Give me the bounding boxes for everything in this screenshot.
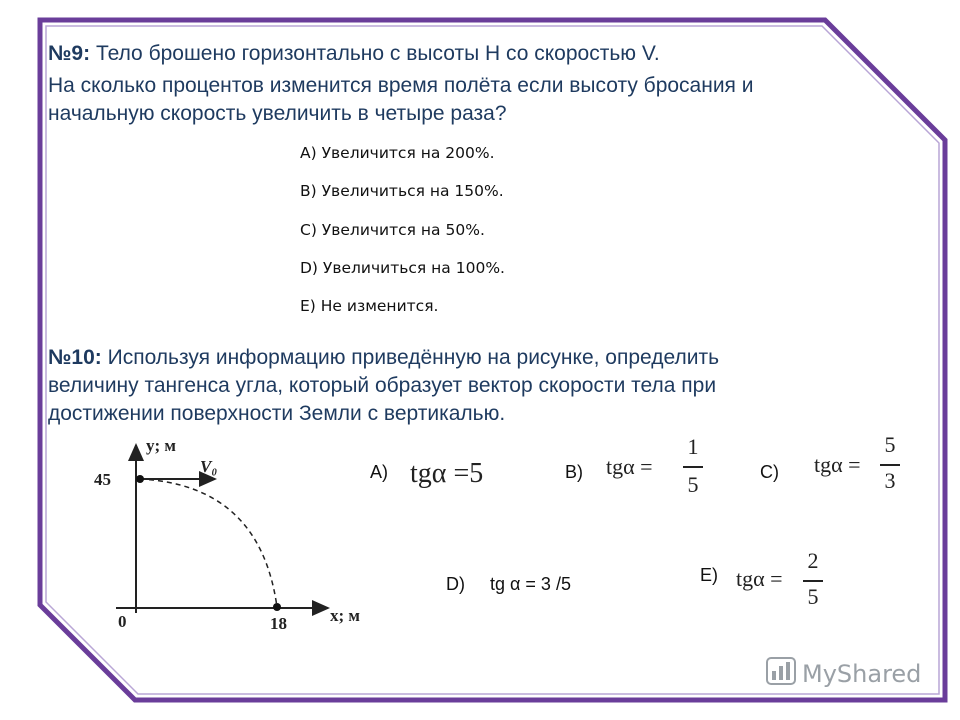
x-axis-label: x; м bbox=[330, 606, 360, 625]
q10-answer-a-label[interactable]: A) bbox=[370, 462, 388, 482]
q10-answer-d-label[interactable]: D) bbox=[446, 574, 465, 594]
q10-line2: величину тангенса угла, который образует вектор скорости тела при bbox=[48, 374, 717, 397]
q10-answer-b-fraction-bar bbox=[683, 466, 703, 468]
q10-answer-b-denominator: 5 bbox=[687, 472, 699, 497]
q10-answer-d-text: tg α = 3 /5 bbox=[490, 574, 571, 594]
velocity-label: V₀ bbox=[200, 457, 218, 476]
q10-answer-c-func: tgα = bbox=[814, 452, 861, 477]
start-point bbox=[136, 475, 144, 483]
y-value-label: 45 bbox=[94, 470, 111, 489]
q10-number: №10: bbox=[48, 346, 102, 369]
q10-answer-e-numerator: 2 bbox=[807, 548, 819, 573]
q9-number: №9: bbox=[48, 42, 91, 65]
q10-answer-e-fraction-bar bbox=[803, 580, 823, 582]
q10-answer-c-label[interactable]: C) bbox=[760, 462, 779, 482]
logo-text: MyShared bbox=[802, 660, 922, 688]
q10-answer-c-numerator: 5 bbox=[884, 432, 896, 457]
q10-answer-a-formula: tgα =5 bbox=[410, 458, 484, 489]
q9-line3: начальную скорость увеличить в четыре раза? bbox=[48, 102, 507, 125]
q10-line1 bbox=[48, 344, 719, 372]
q9-option-a[interactable]: A) Увеличится на 200%. bbox=[300, 144, 495, 162]
logo-icon bbox=[766, 657, 796, 685]
q10-line3: достижении поверхности Земли с вертикалью. bbox=[48, 402, 506, 425]
trajectory-curve bbox=[140, 479, 277, 607]
q10-answer-c-denominator: 3 bbox=[884, 468, 896, 493]
q10-answer-b-numerator: 1 bbox=[687, 434, 699, 459]
q9-text-1: Тело брошено горизонтально с высоты H со скоростью V. bbox=[95, 42, 660, 65]
q10-answer-e-label[interactable]: E) bbox=[700, 565, 718, 585]
y-axis-label: y; м bbox=[146, 436, 176, 455]
q10-answer-c-fraction-bar bbox=[880, 464, 900, 466]
trajectory-graph bbox=[110, 435, 370, 635]
q10-text-1: Используя информацию приведённую на рисунке, определить bbox=[107, 346, 720, 369]
q9-option-e[interactable]: E) Не изменится. bbox=[300, 297, 439, 315]
q9-line2: На сколько процентов изменится время полёта если высоту бросания и bbox=[48, 74, 754, 97]
q10-answer-e-func: tgα = bbox=[736, 566, 783, 591]
q9-option-b[interactable]: B) Увеличиться на 150%. bbox=[300, 182, 504, 200]
q10-answer-b-label[interactable]: B) bbox=[565, 462, 583, 482]
landing-point bbox=[273, 603, 281, 611]
origin-label: 0 bbox=[118, 612, 127, 631]
x-value-label: 18 bbox=[270, 614, 287, 633]
q9-line1 bbox=[48, 40, 660, 68]
q10-answer-b-func: tgα = bbox=[606, 454, 653, 479]
q9-option-c[interactable]: C) Увеличится на 50%. bbox=[300, 221, 485, 239]
q10-answer-e-denominator: 5 bbox=[807, 584, 819, 609]
q9-option-d[interactable]: D) Увеличиться на 100%. bbox=[300, 259, 505, 277]
